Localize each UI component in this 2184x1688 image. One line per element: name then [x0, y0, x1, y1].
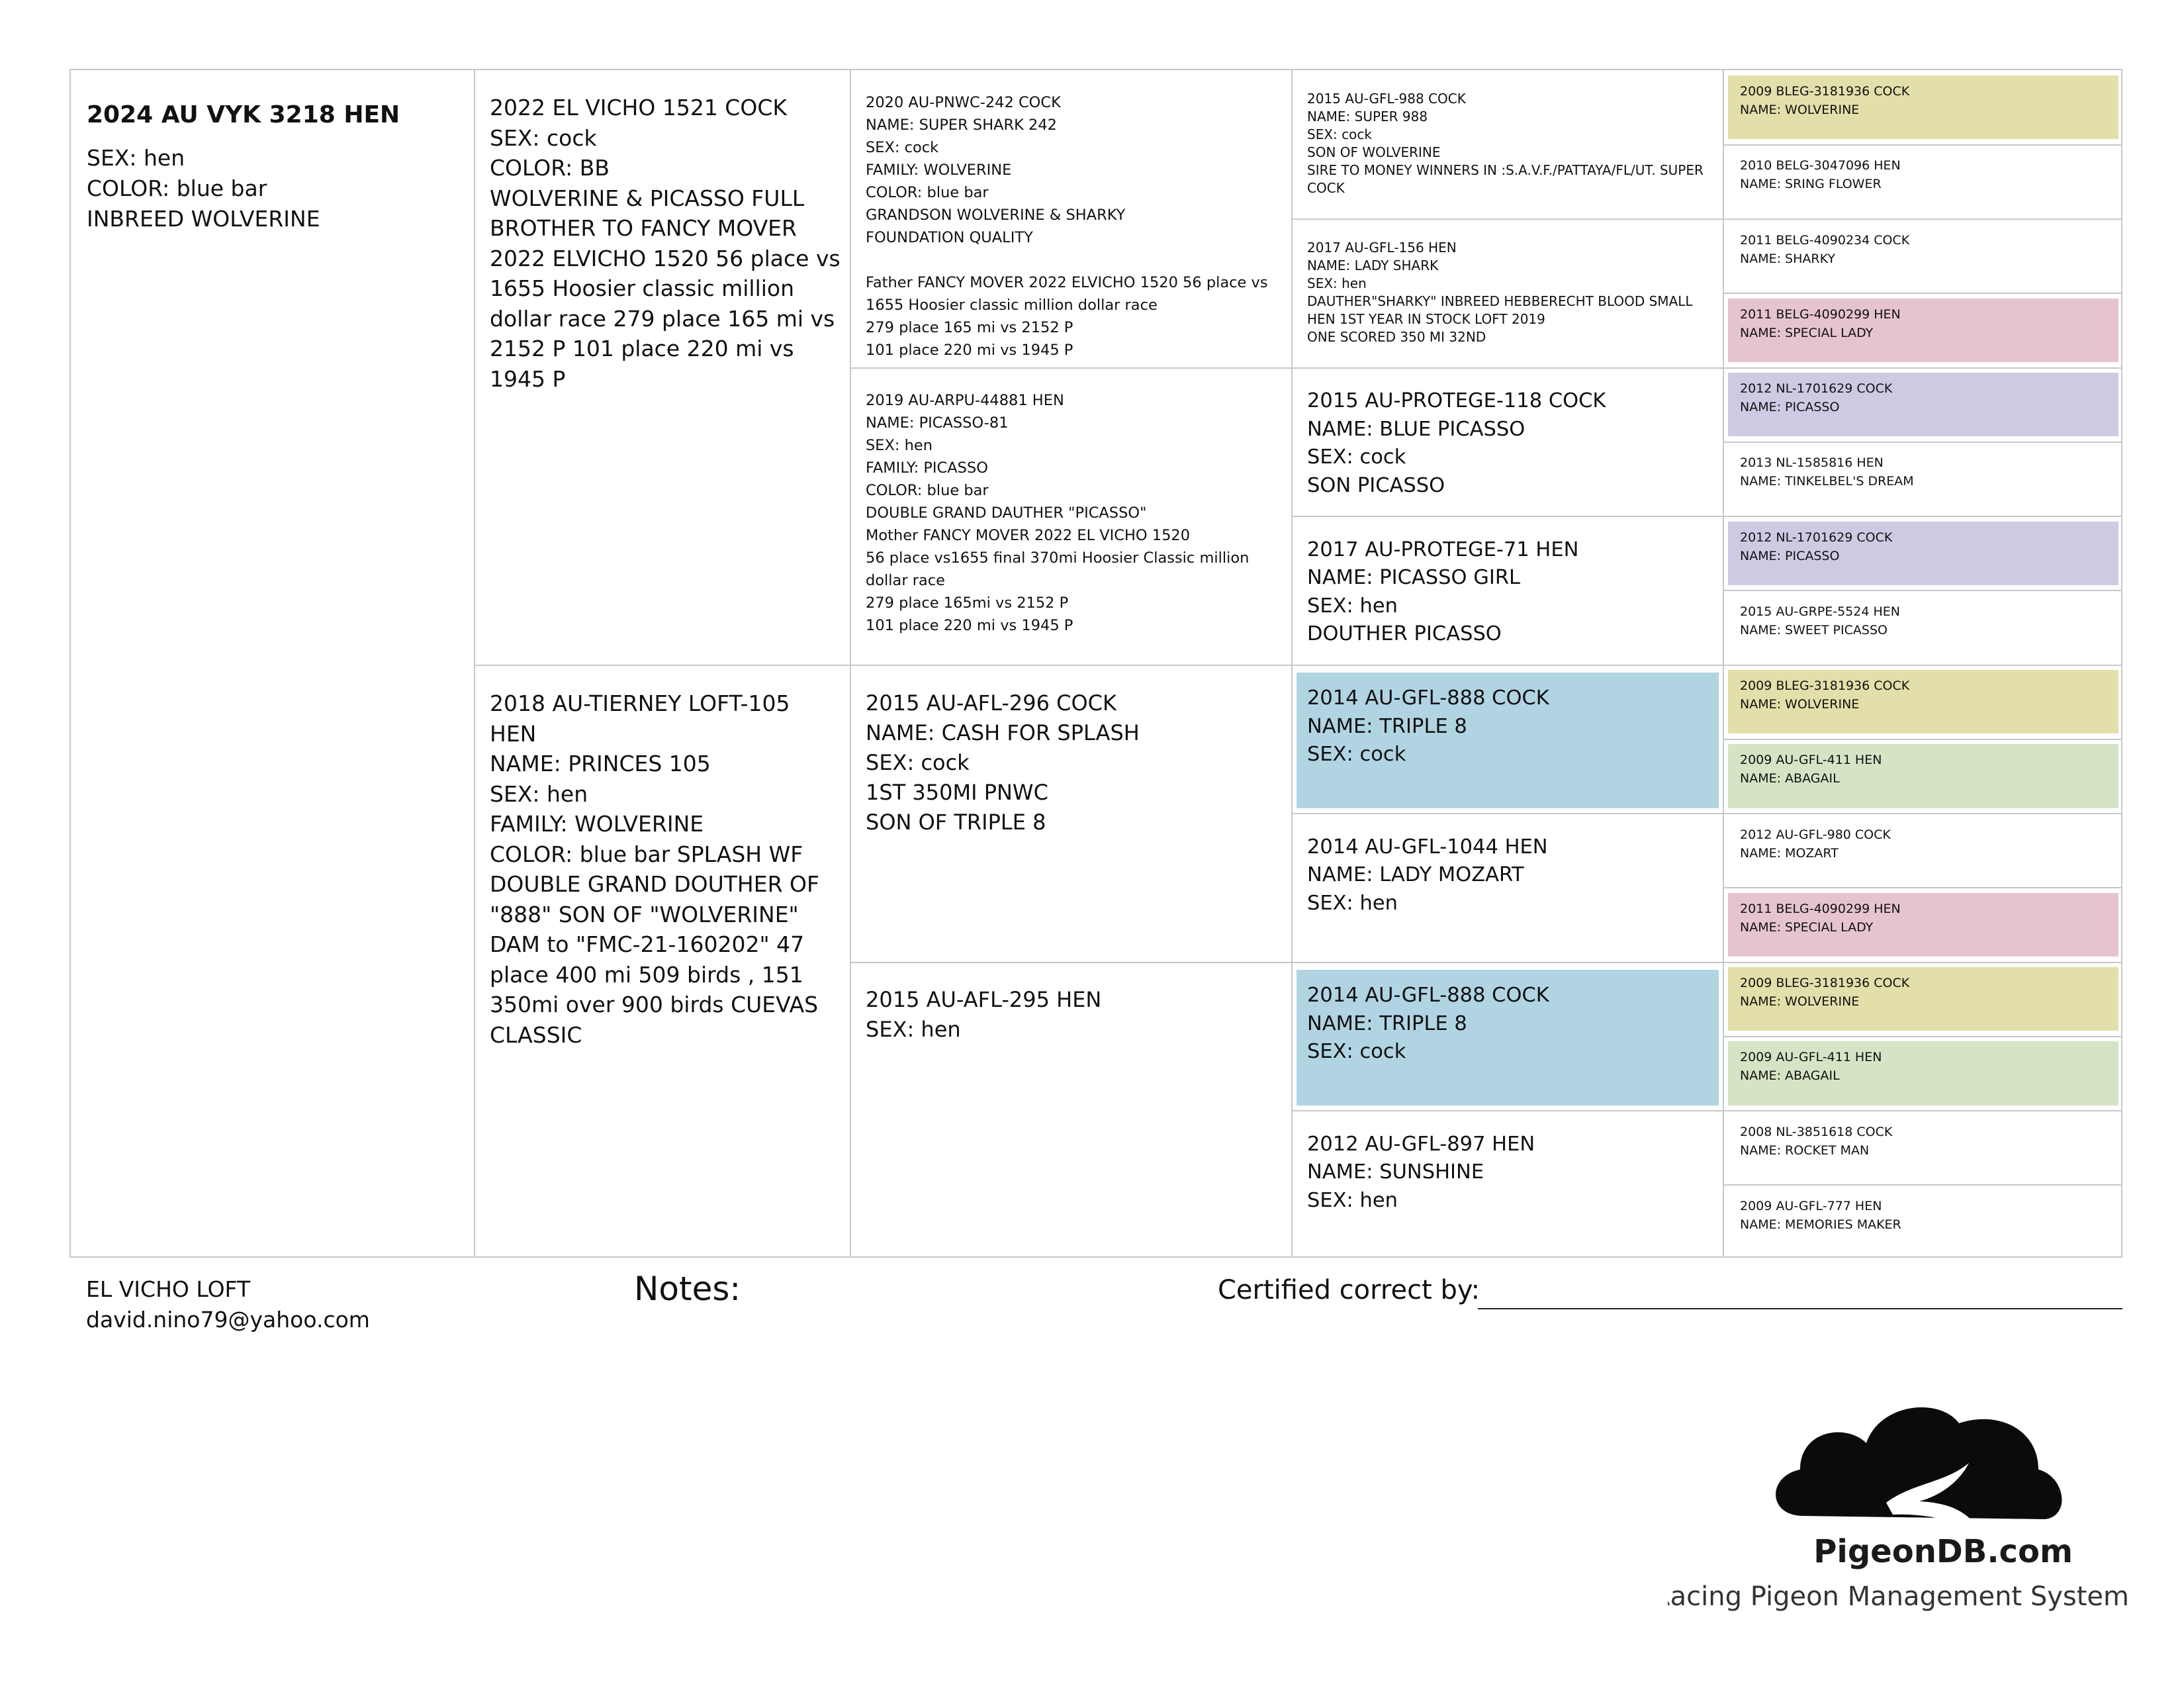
gen4-bird: 2014 AU-GFL-888 COCK NAME: TRIPLE 8 SEX: cock — [1307, 686, 1549, 766]
gen5-bird: 2009 AU-GFL-411 HEN NAME: ABAGAIL — [1740, 753, 1882, 786]
gen5-bird: 2011 BELG-4090299 HEN NAME: SPECIAL LADY — [1740, 901, 1901, 935]
gen5-bird: 2009 BLEG-3181936 COCK NAME: WOLVERINE — [1740, 679, 1910, 712]
dam-sire: 2015 AU-AFL-296 COCK NAME: CASH FOR SPLASH SEX: cock 1ST 350MI PNWC SON OF TRIPLE 8 — [866, 690, 1140, 835]
gen5-bird: 2009 AU-GFL-777 HEN NAME: MEMORIES MAKER — [1740, 1198, 1901, 1232]
logo-name: PigeonDB.com — [1813, 1533, 2073, 1570]
gen5-bird: 2011 BELG-4090299 HEN NAME: SPECIAL LADY — [1740, 306, 1901, 340]
gen4-bird: 2015 AU-PROTEGE-118 COCK NAME: BLUE PICASSO SEX: cock SON PICASSO — [1307, 389, 1606, 497]
certified-label: Certified correct by: — [1218, 1275, 1480, 1305]
gen5-bird: 2009 AU-GFL-411 HEN NAME: ABAGAIL — [1740, 1050, 1882, 1084]
subject-title: 2024 AU VYK 3218 HEN — [87, 101, 400, 128]
gen4-bird: 2015 AU-GFL-988 COCK NAME: SUPER 988 SEX: cock SON OF WOLVERINE SIRE TO MONEY WINNERS IN :S.A.V.F./PATTAYA/FL/UT. SUPER COCK — [1307, 91, 1704, 196]
sire-sire: 2020 AU-PNWC-242 COCK NAME: SUPER SHARK 242 SEX: cock FAMILY: WOLVERINE COLOR: blue bar GRANDSON WOLVERINE & SHARKY FOUNDATION QUALITY Father FANCY MOVER 2022 ELVICHO 1520 56 place vs 1655 Hoosier classic million dollar race 279 place 165 mi vs 2152 P 101 place 220 mi vs 1945 P — [866, 94, 1268, 359]
gen4-bird: 2014 AU-GFL-1044 HEN NAME: LADY MOZART SEX: hen — [1307, 835, 1548, 915]
logo-tagline: Racing Pigeon Management System — [1668, 1581, 2129, 1612]
dam: 2018 AU-TIERNEY LOFT-105 HEN NAME: PRINCES 105 SEX: hen FAMILY: WOLVERINE COLOR: blue bar SPLASH WF DOUBLE GRAND DOUTHER OF "888" SON OF "WOLVERINE" DAM to "FMC-21-160202" 47 place 400 mi 509 birds , 151 350mi over 900 birds CUEVAS CLASSIC — [490, 690, 819, 1048]
column-divider — [474, 70, 475, 1256]
column-divider — [1723, 70, 1724, 1256]
subject-details: SEX: hen COLOR: blue bar INBREED WOLVERINE — [87, 145, 320, 232]
loft-email: david.nino79@yahoo.com — [86, 1307, 370, 1333]
gen5-bird: 2012 NL-1701629 COCK NAME: PICASSO — [1740, 381, 1893, 414]
gen5-bird: 2008 NL-3851618 COCK NAME: ROCKET MAN — [1740, 1124, 1893, 1158]
signature-line — [1478, 1308, 2122, 1309]
gen4-bird: 2014 AU-GFL-888 COCK NAME: TRIPLE 8 SEX: cock — [1307, 984, 1549, 1063]
gen5-bird: 2012 NL-1701629 COCK NAME: PICASSO — [1740, 530, 1893, 563]
gen5-bird: 2011 BELG-4090234 COCK NAME: SHARKY — [1740, 232, 1910, 266]
loft-name: EL VICHO LOFT — [86, 1276, 251, 1302]
notes-label: Notes: — [634, 1270, 741, 1308]
pedigree-grid — [69, 69, 2122, 1258]
subject-bird — [87, 87, 464, 247]
gen4-bird: 2017 AU-GFL-156 HEN NAME: LADY SHARK SEX: hen DAUTHER"SHARKY" INBREED HEBBERECHT BLOOD SMALL HEN 1ST YEAR IN STOCK LOFT 2019 ONE SCORED 350 MI 32ND — [1307, 239, 1693, 345]
pigeondb-logo — [1668, 1383, 2131, 1622]
pigeon-cloud-icon — [1668, 1383, 2131, 1622]
gen5-bird: 2009 BLEG-3181936 COCK NAME: WOLVERINE — [1740, 84, 1910, 117]
gen5-bird: 2013 NL-1585816 HEN NAME: TINKELBEL'S DREAM — [1740, 455, 1914, 489]
gen4-bird: 2017 AU-PROTEGE-71 HEN NAME: PICASSO GIRL SEX: hen DOUTHER PICASSO — [1307, 538, 1579, 645]
gen5-bird: 2012 AU-GFL-980 COCK NAME: MOZART — [1740, 827, 1891, 861]
column-divider — [850, 70, 851, 1256]
gen5-bird: 2015 AU-GRPE-5524 HEN NAME: SWEET PICASSO — [1740, 604, 1900, 637]
gen4-bird: 2012 AU-GFL-897 HEN NAME: SUNSHINE SEX: hen — [1307, 1132, 1535, 1212]
gen5-bird: 2010 BELG-3047096 HEN NAME: SRING FLOWER — [1740, 158, 1901, 192]
gen5-bird: 2009 BLEG-3181936 COCK NAME: WOLVERINE — [1740, 976, 1910, 1009]
sire: 2022 EL VICHO 1521 COCK SEX: cock COLOR: BB WOLVERINE & PICASSO FULL BROTHER TO FANCY MOVER 2022 ELVICHO 1520 56 place vs 1655 Hoosier classic million dollar race 279 place 165 mi vs 2152 P 101 place 220 mi vs 1945 P — [490, 95, 841, 392]
sire-dam: 2019 AU-ARPU-44881 HEN NAME: PICASSO-81 SEX: hen FAMILY: PICASSO COLOR: blue bar DOUBLE GRAND DAUTHER "PICASSO" Mother FANCY MOVER 2022 EL VICHO 1520 56 place vs1655 final 370mi Hoosier Classic million dollar race 279 place 165mi vs 2152 P 101 place 220 mi vs 1945 P — [866, 392, 1250, 634]
dam-dam: 2015 AU-AFL-295 HEN SEX: hen — [866, 987, 1102, 1042]
column-divider — [1291, 70, 1293, 1256]
